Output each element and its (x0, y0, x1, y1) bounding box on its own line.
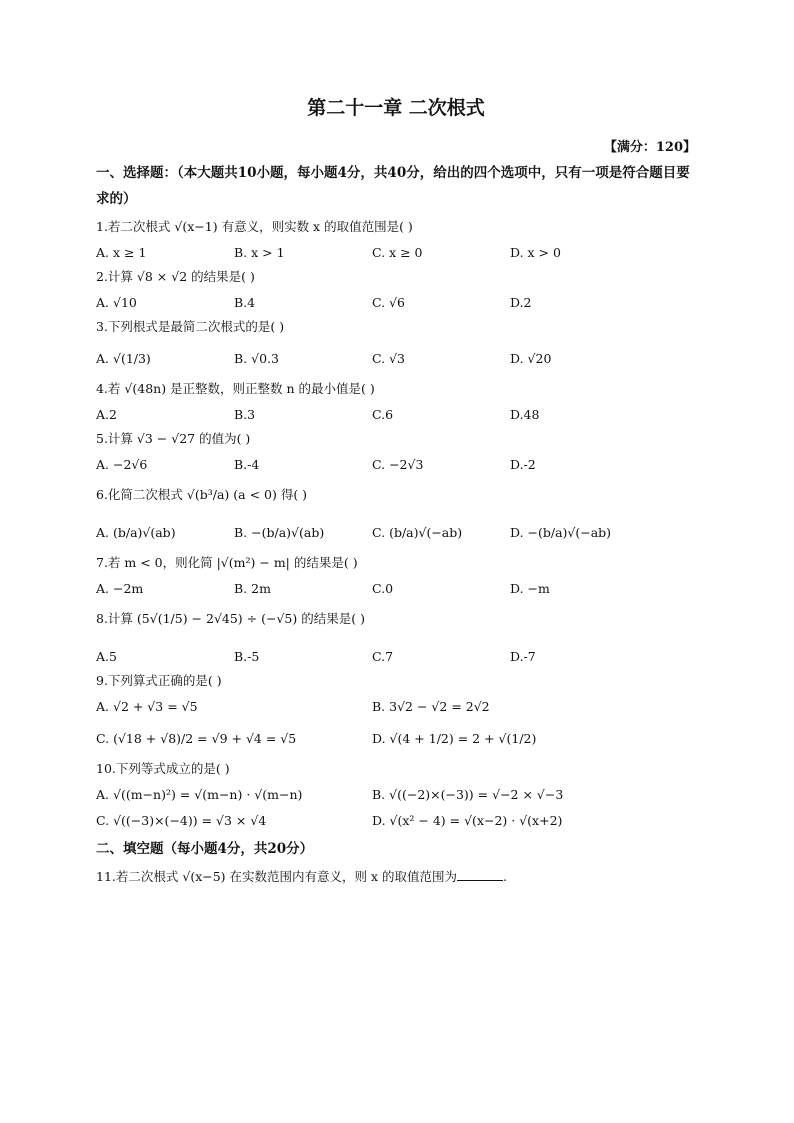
option-5d[interactable]: D.-2 (510, 457, 536, 472)
option-8b[interactable]: B.-5 (234, 649, 260, 664)
option-8a[interactable]: A.5 (96, 649, 117, 664)
option-10a[interactable]: A. √((m−n)²) = √(m−n) · √(m−n) (96, 787, 303, 802)
section-heading-fill: 二、填空题（每小题4分，共20分） (96, 841, 314, 857)
option-8d[interactable]: D.-7 (510, 649, 536, 664)
option-5b[interactable]: B.-4 (234, 457, 260, 472)
option-7b[interactable]: B. 2m (234, 581, 271, 596)
options-10-row1 (96, 786, 696, 804)
option-7c[interactable]: C.0 (372, 581, 394, 596)
options-3 (96, 344, 696, 374)
option-5a[interactable]: A. −2√6 (96, 457, 148, 472)
question-6: 6.化简二次根式 √(b³/a) (a < 0) 得( ) (96, 487, 308, 502)
question-9: 9.下列算式正确的是( ) (96, 673, 222, 688)
option-9a[interactable]: A. √2 + √3 = √5 (96, 699, 198, 714)
options-5 (96, 456, 696, 474)
question-11-text: 11.若二次根式 √(x−5) 在实数范围内有意义，则 x 的取值范围为 (96, 869, 458, 884)
option-7a[interactable]: A. −2m (96, 581, 144, 596)
option-9c[interactable]: C. (√18 + √8)/2 = √9 + √4 = √5 (96, 731, 297, 746)
option-2c[interactable]: C. √6 (372, 295, 405, 310)
option-2b[interactable]: B.4 (234, 295, 256, 310)
option-2d[interactable]: D.2 (510, 295, 532, 310)
option-5c[interactable]: C. −2√3 (372, 457, 424, 472)
answer-blank[interactable] (457, 868, 503, 881)
question-11 (96, 868, 696, 886)
option-6c[interactable]: C. (b/a)√(−ab) (372, 525, 463, 540)
option-10c[interactable]: C. √((−3)×(−4)) = √3 × √4 (96, 813, 267, 828)
option-6d[interactable]: D. −(b/a)√(−ab) (510, 525, 612, 540)
options-9-row1 (96, 698, 696, 716)
options-10-row2 (96, 812, 696, 830)
option-9d[interactable]: D. √(4 + 1/2) = 2 + √(1/2) (372, 731, 537, 746)
question-5: 5.计算 √3 − √27 的值为( ) (96, 431, 251, 446)
option-6b[interactable]: B. −(b/a)√(ab) (234, 525, 325, 540)
page-title: 第二十一章 二次根式 (307, 97, 485, 119)
option-2a[interactable]: A. √10 (96, 295, 137, 310)
period: . (503, 869, 508, 884)
option-3a[interactable]: A. √(1/3) (96, 351, 151, 366)
options-4 (96, 406, 696, 424)
question-8: 8.计算 (5√(1/5) − 2√45) ÷ (−√5) 的结果是( ) (96, 611, 365, 626)
worksheet-page (96, 96, 696, 886)
options-9-row2 (96, 724, 696, 754)
option-7d[interactable]: D. −m (510, 581, 550, 596)
options-8 (96, 648, 696, 666)
question-4: 4.若 √(48n) 是正整数，则正整数 n 的最小值是( ) (96, 381, 375, 396)
options-7 (96, 580, 696, 598)
section-heading-choice: 一、选择题：（本大题共10小题，每小题4分，共40分，给出的四个选项中，只有一项是符合题目要求的） (96, 165, 690, 207)
question-10: 10.下列等式成立的是( ) (96, 761, 230, 776)
question-2: 2.计算 √8 × √2 的结果是( ) (96, 269, 255, 284)
options-6 (96, 518, 696, 548)
option-3b[interactable]: B. √0.3 (234, 351, 279, 366)
option-4d[interactable]: D.48 (510, 407, 540, 422)
option-1a[interactable]: A. x ≥ 1 (96, 245, 147, 260)
option-4b[interactable]: B.3 (234, 407, 256, 422)
question-1: 1.若二次根式 √(x−1) 有意义，则实数 x 的取值范围是( ) (96, 219, 413, 234)
question-3: 3.下列根式是最简二次根式的是( ) (96, 319, 285, 334)
options-1 (96, 244, 696, 262)
option-1c[interactable]: C. x ≥ 0 (372, 245, 423, 260)
option-3d[interactable]: D. √20 (510, 351, 552, 366)
options-2 (96, 294, 696, 312)
option-1b[interactable]: B. x > 1 (234, 245, 285, 260)
option-1d[interactable]: D. x > 0 (510, 245, 561, 260)
option-9b[interactable]: B. 3√2 − √2 = 2√2 (372, 699, 490, 714)
question-7: 7.若 m < 0，则化简 |√(m²) − m| 的结果是( ) (96, 555, 358, 570)
option-8c[interactable]: C.7 (372, 649, 394, 664)
option-6a[interactable]: A. (b/a)√(ab) (96, 525, 176, 540)
option-3c[interactable]: C. √3 (372, 351, 405, 366)
option-4c[interactable]: C.6 (372, 407, 394, 422)
option-10d[interactable]: D. √(x² − 4) = √(x−2) · √(x+2) (372, 813, 563, 828)
full-score: 【满分：120】 (603, 140, 696, 155)
option-4a[interactable]: A.2 (96, 407, 117, 422)
option-10b[interactable]: B. √((−2)×(−3)) = √−2 × √−3 (372, 787, 564, 802)
